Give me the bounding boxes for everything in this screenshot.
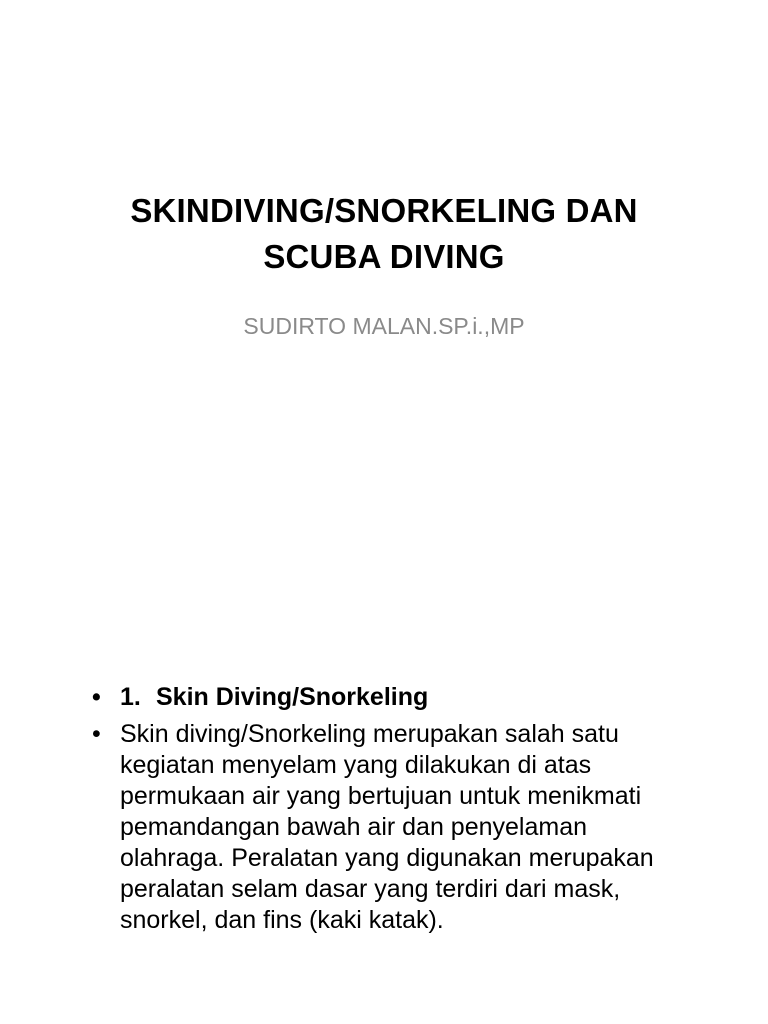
bullet-icon: • (92, 683, 101, 711)
slide-title (60, 188, 708, 280)
content-slide (0, 512, 768, 1024)
paragraph-text: Skin diving/Snorkeling merupakan salah satu kegiatan menyelam yang dilakukan di atas permukaan air yang bertujuan untuk menikmati pemandangan bawah air dan penyelaman olahraga. Peralatan yang digunakan merupakan peralatan selam dasar yang terdiri dari mask, snorkel, dan fins (kaki katak). (120, 720, 654, 934)
slide-title-line-2: SCUBA DIVING (263, 238, 505, 275)
slide-subtitle: SUDIRTO MALAN.SP.i.,MP (243, 313, 525, 339)
bullet-list (92, 682, 672, 942)
slide-title-line-1: SKINDIVING/SNORKELING DAN (130, 192, 638, 229)
bullet-heading (92, 682, 672, 713)
bullet-icon: • (92, 720, 101, 748)
heading-text: Skin Diving/Snorkeling (156, 683, 429, 711)
heading-number: 1. (120, 683, 141, 711)
bullet-paragraph (92, 719, 672, 936)
